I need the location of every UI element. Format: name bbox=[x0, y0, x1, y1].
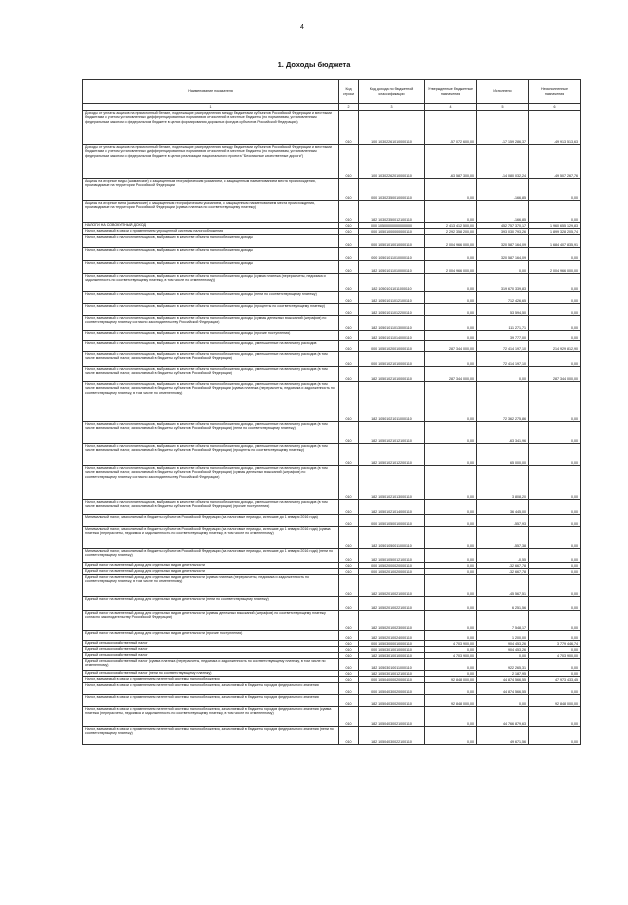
cell-approved: 0,00 bbox=[425, 316, 477, 331]
cell-name: Налог, взимаемый с налогоплательщиков, выбравших в качестве объекта налогообложения доходы, уменьшенные на величину расходов (в том числе минимальный налог, зачисляемый в бюджеты субъектов Российской Федерации) (суммы денежных взысканий (штрафов) по соответствующему платежу согласно законодательству Российской Федерации) bbox=[83, 466, 339, 500]
cell-name: Единый сельскохозяйственный налог bbox=[83, 647, 339, 653]
cell-executed: -166,85 bbox=[477, 201, 529, 223]
cell-executed: 320 587 164,09 bbox=[477, 248, 529, 261]
cell-line-code: 010 bbox=[339, 549, 359, 563]
cell-name: Налог, взимаемый с налогоплательщиков, выбравших в качестве объекта налогообложения доходы bbox=[83, 261, 339, 274]
cell-line-code: 010 bbox=[339, 352, 359, 367]
table-row bbox=[83, 382, 581, 422]
cell-unexecuted: 0,00 bbox=[529, 569, 581, 575]
cell-budget-code: 182 10501021014000110 bbox=[359, 500, 425, 515]
cell-line-code: 010 bbox=[339, 316, 359, 331]
budget-income-table bbox=[82, 79, 581, 745]
header-code: Код строки bbox=[339, 80, 359, 104]
cell-approved: 0,00 bbox=[425, 248, 477, 261]
cell-name: Доходы от уплаты акцизов на прямогонный бензин, подлежащие распределению между бюджетами субъектов Российской Федерации и местными бюджетами с учетом установленных дифференцированных нормативов отчислений в местные бюджеты (по нормативам, установленным федеральным законом о федеральном бюджете в целях реализации национального проекта "Безопасные качественные дороги") bbox=[83, 145, 339, 179]
cell-budget-code: 000 10501010010000110 bbox=[359, 235, 425, 248]
cell-approved: 0,00 bbox=[425, 575, 477, 597]
header-name: Наименование показателя bbox=[83, 80, 339, 104]
cell-name: Налог, взимаемый с налогоплательщиков, выбравших в качестве объекта налогообложения доходы, уменьшенные на величину расходов (в том числе минимальный налог, зачисляемый в бюджеты субъектов Российской Федерации (сумма платежа (перерасчеты, недоимка и задолженность по соответствующему платежу, в том числе по отмененному) bbox=[83, 382, 339, 422]
cell-name: Налог, взимаемый с налогоплательщиков, выбравших в качестве объекта налогообложения доходы (пени по соответствующему платежу) bbox=[83, 292, 339, 304]
cell-budget-code: 182 10503010011000110 bbox=[359, 659, 425, 671]
cell-name: Налог, взимаемый с налогоплательщиков, выбравших в качестве объекта налогообложения доходы (суммы денежных взысканий (штрафов) по соответствующему платежу согласно законодательству Российской Федерации) bbox=[83, 316, 339, 331]
cell-executed: 44 874 566,55 bbox=[477, 677, 529, 683]
table-row bbox=[83, 261, 581, 274]
cell-unexecuted: 0,00 bbox=[529, 631, 581, 641]
cell-unexecuted: 0,00 bbox=[529, 707, 581, 727]
cell-unexecuted: -49 913 513,63 bbox=[529, 111, 581, 145]
cell-unexecuted: 0,00 bbox=[529, 727, 581, 745]
cell-name: Минимальный налог, зачисляемый в бюджеты субъектов Российской Федерации (за налоговые периоды, истекшие до 1 января 2016 года) bbox=[83, 515, 339, 527]
cell-executed: 111 271,71 bbox=[477, 316, 529, 331]
cell-executed: 320 587 164,09 bbox=[477, 235, 529, 248]
cell-unexecuted: 0,00 bbox=[529, 304, 581, 316]
cell-approved: 92 848 000,00 bbox=[425, 695, 477, 707]
cell-budget-code: 182 10503010012100110 bbox=[359, 671, 425, 677]
cell-unexecuted: 0,00 bbox=[529, 671, 581, 677]
cell-name: Налог, взимаемый в связи с применением патентной системы налогообложения, зачисляемый в бюджеты городов федерального значения bbox=[83, 683, 339, 695]
cell-name: Налог, взимаемый в связи с применением патентной системы налогообложения bbox=[83, 677, 339, 683]
cell-executed: -166,85 bbox=[477, 179, 529, 201]
table-row bbox=[83, 611, 581, 631]
cell-unexecuted: 0,00 bbox=[529, 179, 581, 201]
table-row bbox=[83, 352, 581, 367]
cell-executed: 72 414 197,10 bbox=[477, 341, 529, 352]
table-row bbox=[83, 274, 581, 292]
cell-line-code: 010 bbox=[339, 500, 359, 515]
cell-line-code: 010 bbox=[339, 201, 359, 223]
cell-unexecuted: 214 929 812,90 bbox=[529, 341, 581, 352]
cell-line-code: 010 bbox=[339, 223, 359, 229]
cell-unexecuted: 0,00 bbox=[529, 549, 581, 563]
cell-executed: 0,00 bbox=[477, 653, 529, 659]
cell-name: Налог, взимаемый в связи с применением патентной системы налогообложения, зачисляемый в бюджеты городов федерального значения bbox=[83, 695, 339, 707]
cell-line-code: 010 bbox=[339, 466, 359, 500]
table-row bbox=[83, 341, 581, 352]
cell-executed: -557,38 bbox=[477, 527, 529, 549]
cell-budget-code: 000 10500000000000000 bbox=[359, 223, 425, 229]
cell-executed: -14 080 032,24 bbox=[477, 145, 529, 179]
cell-name: Единый сельскохозяйственный налог bbox=[83, 641, 339, 647]
cell-approved: 4 703 900,00 bbox=[425, 653, 477, 659]
cell-line-code: 010 bbox=[339, 677, 359, 683]
cell-budget-code: 182 10503010010000110 bbox=[359, 653, 425, 659]
cell-approved: 0,00 bbox=[425, 683, 477, 695]
cell-name: Единый налог на вмененный доход для отдельных видов деятельности (суммы денежных взысканий (штрафов) по соответствующему платежу согласно законодательству Российской Федерации) bbox=[83, 611, 339, 631]
cell-executed: 44 874 566,55 bbox=[477, 683, 529, 695]
page-number: 4 bbox=[300, 24, 304, 31]
cell-unexecuted: 47 973 433,45 bbox=[529, 677, 581, 683]
cell-budget-code: 000 10502000020000110 bbox=[359, 563, 425, 569]
cell-unexecuted: 1 684 407 835,91 bbox=[529, 235, 581, 248]
table-row bbox=[83, 549, 581, 563]
cell-budget-code: 100 10302261010000110 bbox=[359, 111, 425, 145]
cell-approved: 92 848 000,00 bbox=[425, 677, 477, 683]
cell-unexecuted: 0,00 bbox=[529, 248, 581, 261]
section-title: 1. Доходы бюджета bbox=[277, 60, 351, 69]
cell-executed: 72 362 275,86 bbox=[477, 382, 529, 422]
cell-line-code: 010 bbox=[339, 341, 359, 352]
cell-name: Единый налог на вмененный доход для отдельных видов деятельности bbox=[83, 563, 339, 569]
cell-approved: 0,00 bbox=[425, 659, 477, 671]
cell-budget-code: 182 10502010024000110 bbox=[359, 631, 425, 641]
cell-budget-code: 000 10501021010000110 bbox=[359, 352, 425, 367]
cell-unexecuted: 2 004 966 000,00 bbox=[529, 261, 581, 274]
column-index: 5 bbox=[477, 104, 529, 111]
cell-approved: -57 072 600,00 bbox=[425, 111, 477, 145]
cell-approved: 0,00 bbox=[425, 549, 477, 563]
table-row bbox=[83, 235, 581, 248]
cell-line-code: 010 bbox=[339, 261, 359, 274]
cell-name: Налог, взимаемый с налогоплательщиков, выбравших в качестве объекта налогообложения доходы (прочие поступления) bbox=[83, 331, 339, 341]
cell-line-code: 010 bbox=[339, 671, 359, 677]
cell-line-code: 010 bbox=[339, 111, 359, 145]
cell-approved: 0,00 bbox=[425, 292, 477, 304]
cell-name: Налог, взимаемый с налогоплательщиков, выбравших в качестве объекта налогообложения доходы, уменьшенные на величину расходов bbox=[83, 341, 339, 352]
cell-executed: 0,00 bbox=[477, 367, 529, 382]
table-row bbox=[83, 145, 581, 179]
cell-approved: 0,00 bbox=[425, 422, 477, 444]
cell-line-code: 010 bbox=[339, 331, 359, 341]
cell-unexecuted: 0,00 bbox=[529, 292, 581, 304]
cell-approved: 0,00 bbox=[425, 569, 477, 575]
cell-executed: 904 453,26 bbox=[477, 647, 529, 653]
cell-name: Единый налог на вмененный доход для отдельных видов деятельности bbox=[83, 569, 339, 575]
cell-unexecuted: 0,00 bbox=[529, 515, 581, 527]
cell-name: Налог, взимаемый с налогоплательщиков, выбравших в качестве объекта налогообложения доходы, уменьшенные на величину расходов (в том числе минимальный налог, зачисляемый в бюджеты субъектов Российской Федерации) bbox=[83, 352, 339, 367]
cell-budget-code: 000 10504000020000110 bbox=[359, 677, 425, 683]
cell-executed: -32 667,78 bbox=[477, 563, 529, 569]
cell-unexecuted: 0,00 bbox=[529, 527, 581, 549]
cell-budget-code: 000 10302350010000110 bbox=[359, 179, 425, 201]
cell-unexecuted: 0,00 bbox=[529, 597, 581, 611]
cell-approved: 0,00 bbox=[425, 527, 477, 549]
cell-budget-code: 182 10501021011000110 bbox=[359, 382, 425, 422]
cell-line-code: 010 bbox=[339, 659, 359, 671]
cell-unexecuted: 0,00 bbox=[529, 382, 581, 422]
header-kbk: Код дохода по бюджетной классификации bbox=[359, 80, 425, 104]
table-row bbox=[83, 367, 581, 382]
cell-approved: 0,00 bbox=[425, 631, 477, 641]
cell-unexecuted: 0,00 bbox=[529, 422, 581, 444]
cell-name: Акцизы на игорные виды (шаманские) с защищенным географическим указанием, с защищенным наименованием места происхождения, производимые на территории Российской Федерации bbox=[83, 179, 339, 201]
cell-line-code: 010 bbox=[339, 274, 359, 292]
cell-name: Налог, взимаемый с налогоплательщиков, выбравших в качестве объекта налогообложения доходы, уменьшенные на величину расходов (в том числе минимальный налог, зачисляемый в бюджеты субъектов Российской Федерации) (прочие поступления) bbox=[83, 500, 339, 515]
cell-budget-code: 182 10504030020000110 bbox=[359, 695, 425, 707]
cell-executed: 0,00 bbox=[477, 695, 529, 707]
cell-name: Налог, взимаемый с налогоплательщиков, выбравших в качестве объекта налогообложения доходы, уменьшенные на величину расходов (в том числе минимальный налог, зачисляемый в бюджеты субъектов Российской Федерации) bbox=[83, 367, 339, 382]
cell-budget-code: 182 10502010022100110 bbox=[359, 597, 425, 611]
cell-executed: 36 445,00 bbox=[477, 500, 529, 515]
cell-approved: 0,00 bbox=[425, 515, 477, 527]
cell-name: Единый сельскохозяйственный налог (пени по соответствующему платежу) bbox=[83, 671, 339, 677]
cell-unexecuted: 0,00 bbox=[529, 201, 581, 223]
cell-budget-code: 182 10501011013000110 bbox=[359, 316, 425, 331]
cell-executed: 904 453,26 bbox=[477, 641, 529, 647]
cell-budget-code: 000 10502010020000110 bbox=[359, 569, 425, 575]
cell-line-code: 010 bbox=[339, 422, 359, 444]
cell-line-code: 010 bbox=[339, 304, 359, 316]
cell-executed: 452 757 370,17 bbox=[477, 223, 529, 229]
cell-name: Налог, взимаемый с налогоплательщиков, выбравших в качестве объекта налогообложения доходы (проценты по соответствующему платежу) bbox=[83, 304, 339, 316]
cell-budget-code: 182 10501050011000110 bbox=[359, 527, 425, 549]
cell-approved: 0,00 bbox=[425, 671, 477, 677]
cell-approved: 0,00 bbox=[425, 382, 477, 422]
cell-executed: 72 414 197,10 bbox=[477, 352, 529, 367]
cell-name: Налог, взимаемый с налогоплательщиков, выбравших в качестве объекта налогообложения доходы, уменьшенные на величину расходов (в том числе минимальный налог, зачисляемый в бюджеты субъектов Российской Федерации) (проценты по соответствующему платежу) bbox=[83, 444, 339, 466]
cell-unexecuted: 0,00 bbox=[529, 500, 581, 515]
cell-name: Единый налог на вмененный доход для отдельных видов деятельности (пени по соответствующему платежу) bbox=[83, 597, 339, 611]
cell-executed: 922 265,31 bbox=[477, 659, 529, 671]
cell-name: Налог, взимаемый в связи с применением упрощенной системы налогообложения bbox=[83, 229, 339, 235]
cell-approved: 0,00 bbox=[425, 352, 477, 367]
cell-name: НАЛОГИ НА СОВОКУПНЫЙ ДОХОД bbox=[83, 223, 339, 229]
cell-line-code: 010 bbox=[339, 695, 359, 707]
cell-unexecuted: 0,00 bbox=[529, 331, 581, 341]
table-row bbox=[83, 466, 581, 500]
cell-line-code: 010 bbox=[339, 382, 359, 422]
cell-name: Доходы от уплаты акцизов на прямогонный бензин, подлежащие распределению между бюджетами субъектов Российской Федерации и местными бюджетами с учетом установленных дифференцированных нормативов отчислений в местные бюджеты (по нормативам, установленным федеральным законом о федеральном бюджете в целях формирования дорожных фондов субъектов Российской Федерации) bbox=[83, 111, 339, 145]
cell-executed: 7 548,17 bbox=[477, 611, 529, 631]
cell-line-code: 010 bbox=[339, 444, 359, 466]
cell-name: Единый сельскохозяйственный налог bbox=[83, 653, 339, 659]
cell-unexecuted: 0,00 bbox=[529, 466, 581, 500]
cell-unexecuted: 4 703 900,00 bbox=[529, 653, 581, 659]
table-row bbox=[83, 515, 581, 527]
column-index: 6 bbox=[529, 104, 581, 111]
cell-budget-code: 100 10302262010000110 bbox=[359, 145, 425, 179]
cell-approved: 0,00 bbox=[425, 727, 477, 745]
table-row bbox=[83, 111, 581, 145]
cell-line-code: 010 bbox=[339, 647, 359, 653]
cell-budget-code: 000 10501020010000110 bbox=[359, 341, 425, 352]
cell-line-code: 010 bbox=[339, 653, 359, 659]
cell-line-code: 010 bbox=[339, 229, 359, 235]
column-index: 2 bbox=[339, 104, 359, 111]
cell-approved: 2 004 966 000,00 bbox=[425, 235, 477, 248]
cell-unexecuted: 1 899 328 205,74 bbox=[529, 229, 581, 235]
cell-executed: 393 030 793,26 bbox=[477, 229, 529, 235]
cell-name: Единый сельскохозяйственный налог (сумма платежа (перерасчеты, недоимка и задолженность по соответствующему платежу, в том числе по отмененному) bbox=[83, 659, 339, 671]
cell-approved: 0,00 bbox=[425, 563, 477, 569]
cell-line-code: 010 bbox=[339, 527, 359, 549]
cell-executed: 712 426,65 bbox=[477, 292, 529, 304]
cell-approved: 0,00 bbox=[425, 331, 477, 341]
cell-approved: 2 004 966 000,00 bbox=[425, 261, 477, 274]
table-row bbox=[83, 575, 581, 597]
cell-name: Минимальный налог, зачисляемый в бюджеты субъектов Российской Федерации (за налоговые периоды, истекшие до 1 января 2016 года) (пени по соответствующему платежу) bbox=[83, 549, 339, 563]
cell-name: Единый налог на вмененный доход для отдельных видов деятельности (сумма платежа (перерасчеты, недоимка и задолженность по соответствующему платежу, в том числе по отмененному) bbox=[83, 575, 339, 597]
cell-budget-code: 182 10501011012200110 bbox=[359, 304, 425, 316]
cell-executed: -0,55 bbox=[477, 549, 529, 563]
cell-budget-code: 182 10302350012100110 bbox=[359, 201, 425, 223]
cell-name: Налог, взимаемый в связи с применением патентной системы налогообложения, зачисляемый в бюджеты городов федерального значения (пени по соответствующему платежу) bbox=[83, 727, 339, 745]
column-index-row bbox=[83, 104, 581, 111]
cell-approved: 0,00 bbox=[425, 611, 477, 631]
cell-unexecuted: 0,00 bbox=[529, 647, 581, 653]
cell-approved: 0,00 bbox=[425, 304, 477, 316]
cell-unexecuted: 3 779 446,74 bbox=[529, 641, 581, 647]
cell-approved: 0,00 bbox=[425, 179, 477, 201]
cell-approved: 0,00 bbox=[425, 500, 477, 515]
cell-budget-code: 000 10503010010000110 bbox=[359, 647, 425, 653]
cell-name: Налог, взимаемый с налогоплательщиков, выбравших в качестве объекта налогообложения доходы bbox=[83, 248, 339, 261]
column-index: 4 bbox=[425, 104, 477, 111]
cell-line-code: 010 bbox=[339, 515, 359, 527]
cell-unexecuted: 0,00 bbox=[529, 352, 581, 367]
cell-unexecuted: 0,00 bbox=[529, 683, 581, 695]
cell-unexecuted: 1 960 655 129,83 bbox=[529, 223, 581, 229]
cell-executed: -32 667,78 bbox=[477, 569, 529, 575]
cell-line-code: 010 bbox=[339, 563, 359, 569]
table-row bbox=[83, 201, 581, 223]
cell-unexecuted: 0,00 bbox=[529, 611, 581, 631]
cell-budget-code: 000 10501050010000110 bbox=[359, 515, 425, 527]
cell-line-code: 010 bbox=[339, 575, 359, 597]
cell-line-code: 010 bbox=[339, 727, 359, 745]
cell-line-code: 010 bbox=[339, 145, 359, 179]
cell-name: Налог, взимаемый с налогоплательщиков, выбравших в качестве объекта налогообложения доходы, уменьшенные на величину расходов (в том числе минимальный налог, зачисляемый в бюджеты субъектов Российской Федерации) (пени по соответствующему платежу) bbox=[83, 422, 339, 444]
column-index: 3 bbox=[359, 104, 425, 111]
table-row bbox=[83, 695, 581, 707]
cell-unexecuted: 0,00 bbox=[529, 274, 581, 292]
cell-executed: -45 567,51 bbox=[477, 575, 529, 597]
cell-budget-code: 182 10501011012100110 bbox=[359, 292, 425, 304]
table-row bbox=[83, 292, 581, 304]
cell-approved: -63 587 300,00 bbox=[425, 145, 477, 179]
cell-executed: 49 671,56 bbox=[477, 727, 529, 745]
cell-approved: 0,00 bbox=[425, 647, 477, 653]
cell-executed: 319 670 339,83 bbox=[477, 274, 529, 292]
table-row bbox=[83, 707, 581, 727]
cell-approved: 0,00 bbox=[425, 597, 477, 611]
cell-approved: 287 344 000,00 bbox=[425, 341, 477, 352]
table-row bbox=[83, 527, 581, 549]
cell-unexecuted: 287 344 000,00 bbox=[529, 367, 581, 382]
header-executed: Исполнено bbox=[477, 80, 529, 104]
cell-approved: 4 703 900,00 bbox=[425, 641, 477, 647]
table-row bbox=[83, 304, 581, 316]
cell-executed: 0,00 bbox=[477, 261, 529, 274]
cell-executed: 44 766 879,63 bbox=[477, 707, 529, 727]
cell-approved: 0,00 bbox=[425, 466, 477, 500]
cell-budget-code: 182 10501011010000110 bbox=[359, 261, 425, 274]
header-row bbox=[83, 80, 581, 104]
table-row bbox=[83, 727, 581, 745]
cell-line-code: 010 bbox=[339, 292, 359, 304]
cell-budget-code: 182 10501011011000110 bbox=[359, 274, 425, 292]
table-row bbox=[83, 683, 581, 695]
cell-budget-code: 182 10502010023000110 bbox=[359, 611, 425, 631]
cell-unexecuted: 0,00 bbox=[529, 444, 581, 466]
column-index: 1 bbox=[83, 104, 339, 111]
cell-line-code: 010 bbox=[339, 597, 359, 611]
cell-executed: -17 159 286,37 bbox=[477, 111, 529, 145]
cell-unexecuted: 0,00 bbox=[529, 659, 581, 671]
cell-line-code: 010 bbox=[339, 569, 359, 575]
cell-name: Налог, взимаемый с налогоплательщиков, выбравших в качестве объекта налогообложения доходы bbox=[83, 235, 339, 248]
cell-line-code: 010 bbox=[339, 248, 359, 261]
table-row bbox=[83, 597, 581, 611]
table-row bbox=[83, 659, 581, 671]
cell-executed: 2 187,95 bbox=[477, 671, 529, 677]
cell-executed: 39 777,00 bbox=[477, 331, 529, 341]
cell-unexecuted: 0,00 bbox=[529, 563, 581, 569]
cell-budget-code: 000 10501000000000110 bbox=[359, 229, 425, 235]
cell-line-code: 010 bbox=[339, 611, 359, 631]
table-row bbox=[83, 248, 581, 261]
cell-budget-code: 000 10501011010000110 bbox=[359, 248, 425, 261]
table-row bbox=[83, 444, 581, 466]
table-row bbox=[83, 179, 581, 201]
cell-budget-code: 182 10501021013000110 bbox=[359, 466, 425, 500]
cell-unexecuted: 92 848 000,00 bbox=[529, 695, 581, 707]
cell-approved: 0,00 bbox=[425, 707, 477, 727]
cell-budget-code: 182 10501021012200110 bbox=[359, 444, 425, 466]
cell-approved: 0,00 bbox=[425, 201, 477, 223]
cell-executed: -63 341,96 bbox=[477, 422, 529, 444]
cell-executed: 6 251,56 bbox=[477, 597, 529, 611]
cell-executed: 65 000,00 bbox=[477, 444, 529, 466]
header-approved: Утвержденные бюджетные назначения bbox=[425, 80, 477, 104]
cell-line-code: 010 bbox=[339, 631, 359, 641]
cell-line-code: 010 bbox=[339, 641, 359, 647]
cell-executed: 53 594,50 bbox=[477, 304, 529, 316]
cell-executed: 3 808,20 bbox=[477, 466, 529, 500]
cell-budget-code: 182 10501021010000110 bbox=[359, 367, 425, 382]
cell-budget-code: 182 10501021012100110 bbox=[359, 422, 425, 444]
cell-budget-code: 182 10501050012100110 bbox=[359, 549, 425, 563]
cell-name: Минимальный налог, зачисляемый в бюджеты субъектов Российской Федерации (за налоговые периоды, истекшие до 1 января 2016 года) (сумма платежа (перерасчеты, недоимка и задолженность по соответствующему платежу, в том числе по отмененному) bbox=[83, 527, 339, 549]
cell-line-code: 010 bbox=[339, 235, 359, 248]
cell-name: Единый налог на вмененный доход для отдельных видов деятельности (прочие поступления) bbox=[83, 631, 339, 641]
cell-unexecuted: 0,00 bbox=[529, 575, 581, 597]
cell-budget-code: 182 10504030021000110 bbox=[359, 707, 425, 727]
cell-name: Акцизы на игорные вина (шаманские) с защищенным географическим указанием, с защищенным наименованием места происхождения, производимые на территории Российской Федерации (сумма платежа по соответствующему платежу) bbox=[83, 201, 339, 223]
cell-executed: 1 200,00 bbox=[477, 631, 529, 641]
cell-name: Налог, взимаемый с налогоплательщиков, выбравших в качестве объекта налогообложения доходы (сумма платежа (перерасчеты, недоимка и задолженность по соответствующему платежу, в том числе по отмененному)) bbox=[83, 274, 339, 292]
cell-approved: 287 344 000,00 bbox=[425, 367, 477, 382]
cell-budget-code: 000 10503000010000110 bbox=[359, 641, 425, 647]
cell-approved: 2 292 358 200,00 bbox=[425, 229, 477, 235]
cell-line-code: 010 bbox=[339, 707, 359, 727]
header-unexecuted: Неисполненные назначения bbox=[529, 80, 581, 104]
cell-line-code: 010 bbox=[339, 179, 359, 201]
cell-approved: 0,00 bbox=[425, 444, 477, 466]
cell-executed: -557,93 bbox=[477, 515, 529, 527]
cell-budget-code: 182 10502010021000110 bbox=[359, 575, 425, 597]
cell-budget-code: 000 10504030020000110 bbox=[359, 683, 425, 695]
cell-approved: 0,00 bbox=[425, 274, 477, 292]
table-row bbox=[83, 631, 581, 641]
cell-budget-code: 182 10504030022100110 bbox=[359, 727, 425, 745]
table-row bbox=[83, 331, 581, 341]
cell-budget-code: 182 10501011014000110 bbox=[359, 331, 425, 341]
cell-unexecuted: 0,00 bbox=[529, 316, 581, 331]
table-row bbox=[83, 500, 581, 515]
cell-name: Налог, взимаемый в связи с применением патентной системы налогообложения, зачисляемый в бюджеты городов федерального значения (сумма платежа (перерасчеты, недоимка и задолженность по соответствующему платежу, в том числе по отмененному) bbox=[83, 707, 339, 727]
cell-line-code: 010 bbox=[339, 367, 359, 382]
table-body bbox=[83, 111, 581, 745]
table-row bbox=[83, 422, 581, 444]
cell-unexecuted: -49 507 267,76 bbox=[529, 145, 581, 179]
table-row bbox=[83, 316, 581, 331]
cell-approved: 2 413 412 500,00 bbox=[425, 223, 477, 229]
cell-line-code: 010 bbox=[339, 683, 359, 695]
